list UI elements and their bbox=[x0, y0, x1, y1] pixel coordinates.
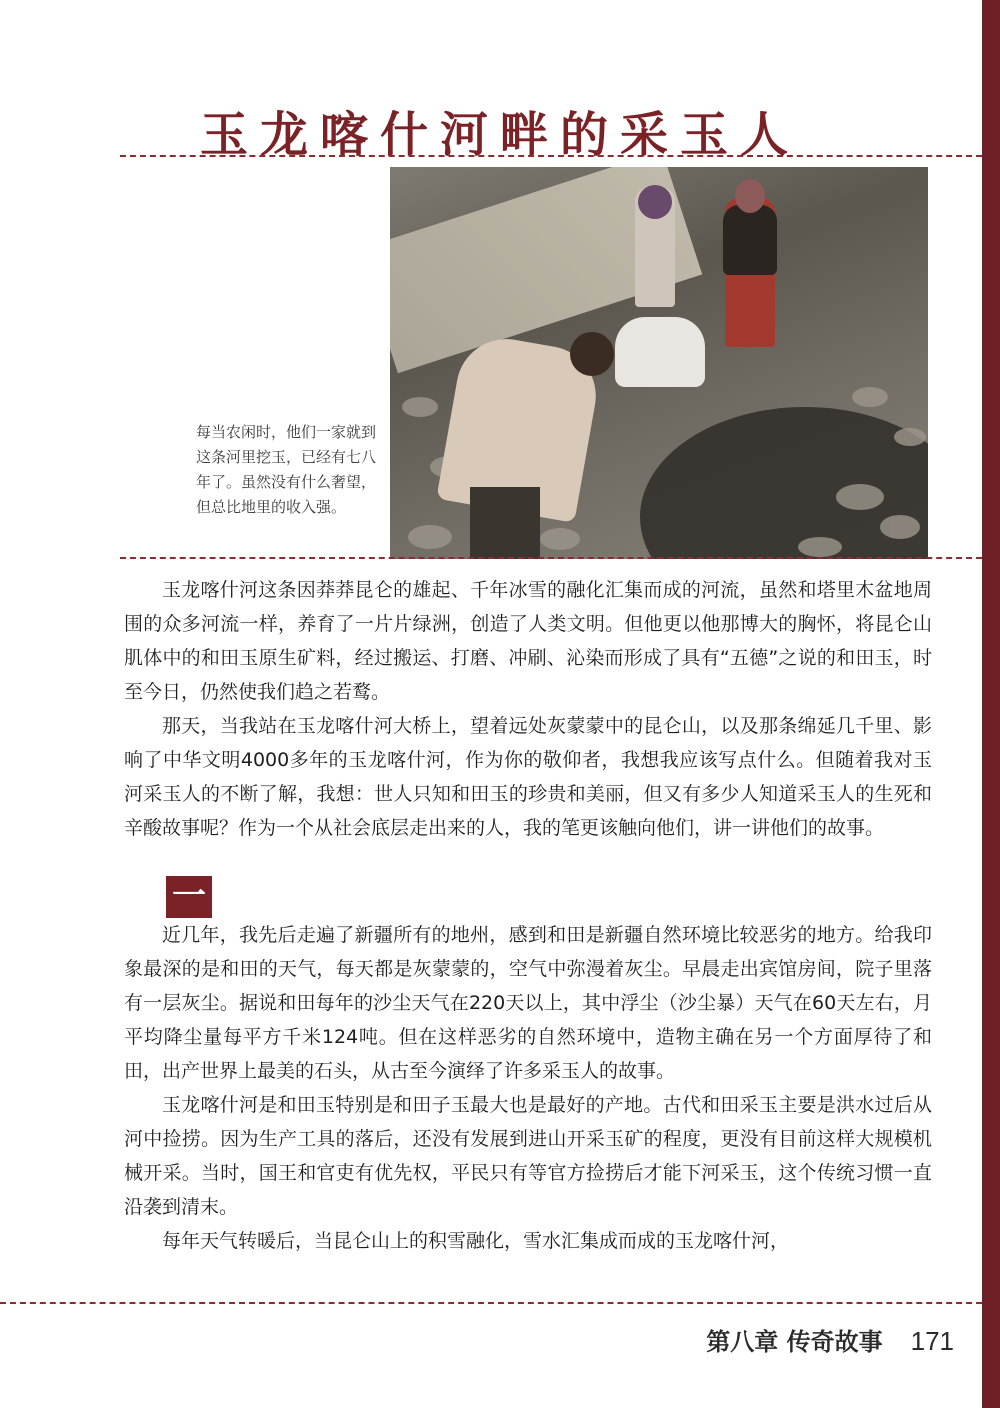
footer-divider bbox=[0, 1302, 982, 1304]
child-figure bbox=[615, 317, 705, 387]
jade-diggers-photo bbox=[390, 167, 928, 559]
paragraph: 每年天气转暖后，当昆仑山上的积雪融化，雪水汇集成而成的玉龙喀什河， bbox=[162, 1230, 790, 1252]
headscarf-right bbox=[735, 179, 765, 213]
page-edge-border bbox=[982, 0, 1000, 1408]
chapter-title: 第八章 传奇故事 bbox=[706, 1327, 883, 1356]
page-footer bbox=[706, 1322, 954, 1357]
headscarf bbox=[638, 185, 672, 219]
page-title: 玉龙喀什河畔的采玉人 bbox=[199, 107, 800, 163]
paragraph: 那天，当我站在玉龙喀什河大桥上，望着远处灰蒙蒙中的昆仑山，以及那条绵延几千里、影响了中华文明4000多年的玉龙喀什河，作为你的敬仰者，我想我应该写点什么。但随着我对玉河采玉人的不断了解，我想：世人只知和田玉的珍贵和美丽，但又有多少人知道采玉人的生死和辛酸故事呢？作为一个从社会底层走出来的人，我的笔更该触向他们，讲一讲他们的故事。 bbox=[124, 715, 932, 839]
photo-caption: 每当农闲时，他们一家就到这条河里挖玉，已经有七八年了。虽然没有什么奢望，但总比地里的收入强。 bbox=[196, 423, 377, 516]
paragraph: 玉龙喀什河是和田玉特别是和田子玉最大也是最好的产地。古代和田采玉主要是洪水过后从河中捡捞。因为生产工具的落后，还没有发展到进山开采玉矿的程度，更没有目前这样大规模机械开采。当时，国王和官吏有优先权，平民只有等官方捡捞后才能下河采玉，这个传统习惯一直沿袭到清末。 bbox=[124, 1094, 932, 1218]
page-number: 171 bbox=[910, 1326, 954, 1356]
dark-jacket bbox=[723, 205, 777, 275]
section-one-text bbox=[124, 918, 932, 1258]
section-marker: 一 bbox=[166, 876, 212, 918]
paragraph: 近几年，我先后走遍了新疆所有的地州，感到和田是新疆自然环境比较恶劣的地方。给我印象最深的是和田的天气，每天都是灰蒙蒙的，空气中弥漫着灰尘。早晨走出宾馆房间，院子里落有一层灰尘。据说和田每年的沙尘天气在220天以上，其中浮尘（沙尘暴）天气在60天左右，月平均降尘量每平方千米124吨。但在这样恶劣的自然环境中，造物主确在另一个方面厚待了和田，出产世界上最美的石头，从古至今演绎了许多采玉人的故事。 bbox=[124, 924, 932, 1082]
intro-text bbox=[124, 573, 932, 845]
man-legs bbox=[470, 487, 540, 559]
paragraph: 玉龙喀什河这条因莽莽昆仑的雄起、千年冰雪的融化汇集而成的河流，虽然和塔里木盆地周围的众多河流一样，养育了一片片绿洲，创造了人类文明。但他更以他那博大的胸怀，将昆仑山肌体中的和田玉原生矿料，经过搬运、打磨、冲刷、沁染而形成了具有“五德”之说的和田玉，时至今日，仍然使我们趋之若鹜。 bbox=[124, 579, 932, 703]
photo-divider bbox=[120, 557, 982, 559]
man-head bbox=[570, 332, 614, 376]
title-divider bbox=[120, 155, 982, 157]
